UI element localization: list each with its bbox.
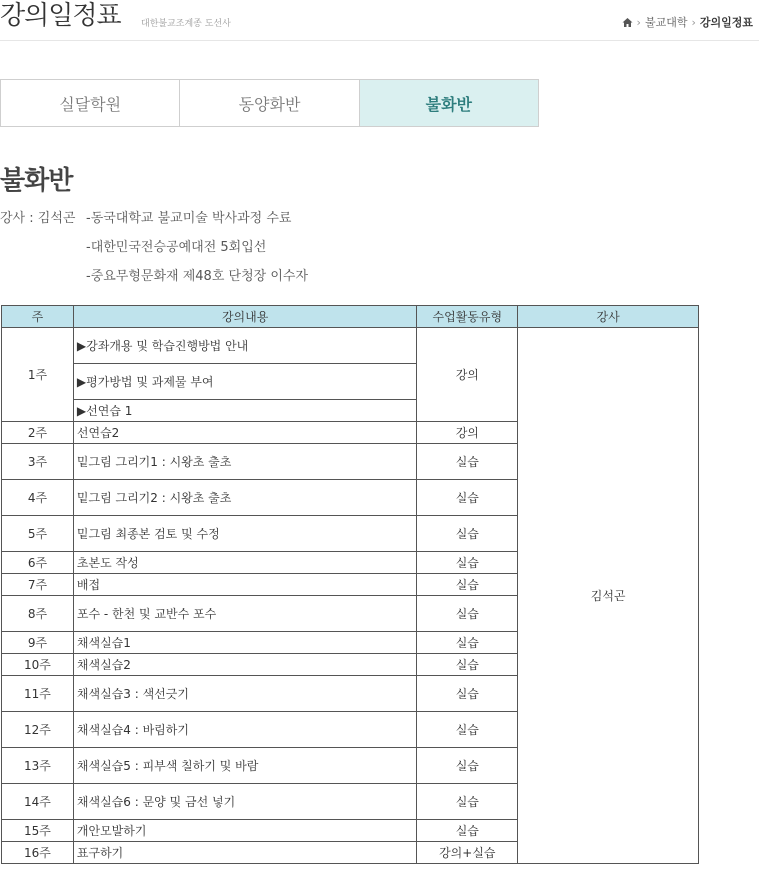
page-header [0, 0, 759, 41]
instructor-label: 강사 : 김석곤 [0, 211, 76, 226]
week-cell: 9주 [2, 632, 74, 654]
week-cell: 6주 [2, 552, 74, 574]
table-header-row [2, 306, 699, 328]
week-cell: 2주 [2, 422, 74, 444]
content-cell: 밑그림 최종본 검토 및 수정 [73, 516, 416, 552]
content-cell: 표구하기 [73, 842, 416, 864]
type-cell: 실습 [417, 676, 518, 712]
week-cell: 12주 [2, 712, 74, 748]
week-cell: 3주 [2, 444, 74, 480]
week-cell: 4주 [2, 480, 74, 516]
content-cell: 선연습2 [73, 422, 416, 444]
week-cell: 8주 [2, 596, 74, 632]
type-cell: 실습 [417, 654, 518, 676]
credential-item: -동국대학교 불교미술 박사과정 수료 [86, 211, 292, 226]
week-cell: 11주 [2, 676, 74, 712]
tab-oriental-painting[interactable]: 동양화반 [180, 80, 359, 126]
type-cell: 실습 [417, 820, 518, 842]
tab-sildal[interactable]: 실달학원 [1, 80, 180, 126]
credential-item: -대한민국전승공예대전 5회입선 [86, 240, 267, 255]
chevron-right-icon: › [691, 15, 696, 29]
instructor-info [0, 209, 308, 296]
type-cell: 실습 [417, 784, 518, 820]
type-cell: 실습 [417, 632, 518, 654]
breadcrumb [622, 14, 753, 30]
page-subtitle: 대한불교조계종 도선사 [141, 19, 231, 29]
content-cell: 채색실습1 [73, 632, 416, 654]
week-cell: 5주 [2, 516, 74, 552]
type-cell: 실습 [417, 480, 518, 516]
type-cell: 실습 [417, 574, 518, 596]
content-cell: 배접 [73, 574, 416, 596]
type-cell: 실습 [417, 444, 518, 480]
table-row [2, 328, 699, 364]
header-content: 강의내용 [73, 306, 416, 328]
content-cell: ▶강좌개용 및 학습진행방법 안내 [73, 328, 416, 364]
breadcrumb-item-univ[interactable]: 불교대학 [644, 16, 688, 29]
content-cell: 포수 - 한천 및 교반수 포수 [73, 596, 416, 632]
tab-buddhist-painting[interactable]: 불화반 [360, 80, 538, 126]
credential-item: -중요무형문화재 제48호 단청장 이수자 [86, 269, 309, 284]
content-cell: 밑그림 그리기1 : 시왕초 출초 [73, 444, 416, 480]
chevron-right-icon: › [636, 15, 641, 29]
teacher-cell: 김석곤 [518, 328, 699, 864]
page-title: 강의일정표 [0, 1, 121, 31]
type-cell: 실습 [417, 712, 518, 748]
week-cell: 14주 [2, 784, 74, 820]
type-cell: 실습 [417, 748, 518, 784]
content-cell: ▶선연습 1 [73, 400, 416, 422]
home-icon[interactable] [622, 17, 633, 28]
week-cell: 1주 [2, 328, 74, 422]
header-type: 수업활동유형 [417, 306, 518, 328]
type-cell: 강의 [417, 422, 518, 444]
week-cell: 16주 [2, 842, 74, 864]
content-cell: 채색실습4 : 바림하기 [73, 712, 416, 748]
content-cell: 채색실습5 : 피부색 칠하기 및 바람 [73, 748, 416, 784]
content-cell: 밑그림 그리기2 : 시왕초 출초 [73, 480, 416, 516]
content-cell: 초본도 작성 [73, 552, 416, 574]
type-cell: 강의 [417, 328, 518, 422]
section-title: 불화반 [0, 166, 73, 196]
header-week: 주 [2, 306, 74, 328]
week-cell: 7주 [2, 574, 74, 596]
category-tabs [0, 79, 539, 127]
type-cell: 실습 [417, 552, 518, 574]
content-cell: 채색실습3 : 색선긋기 [73, 676, 416, 712]
week-cell: 10주 [2, 654, 74, 676]
schedule-table [1, 305, 699, 864]
content-cell: ▶평가방법 및 과제물 부여 [73, 364, 416, 400]
week-cell: 13주 [2, 748, 74, 784]
breadcrumb-item-current: 강의일정표 [699, 16, 753, 29]
type-cell: 실습 [417, 596, 518, 632]
content-cell: 채색실습6 : 문양 및 금선 넣기 [73, 784, 416, 820]
week-cell: 15주 [2, 820, 74, 842]
content-cell: 채색실습2 [73, 654, 416, 676]
type-cell: 실습 [417, 516, 518, 552]
content-cell: 개안모발하기 [73, 820, 416, 842]
type-cell: 강의+실습 [417, 842, 518, 864]
header-teacher: 강사 [518, 306, 699, 328]
